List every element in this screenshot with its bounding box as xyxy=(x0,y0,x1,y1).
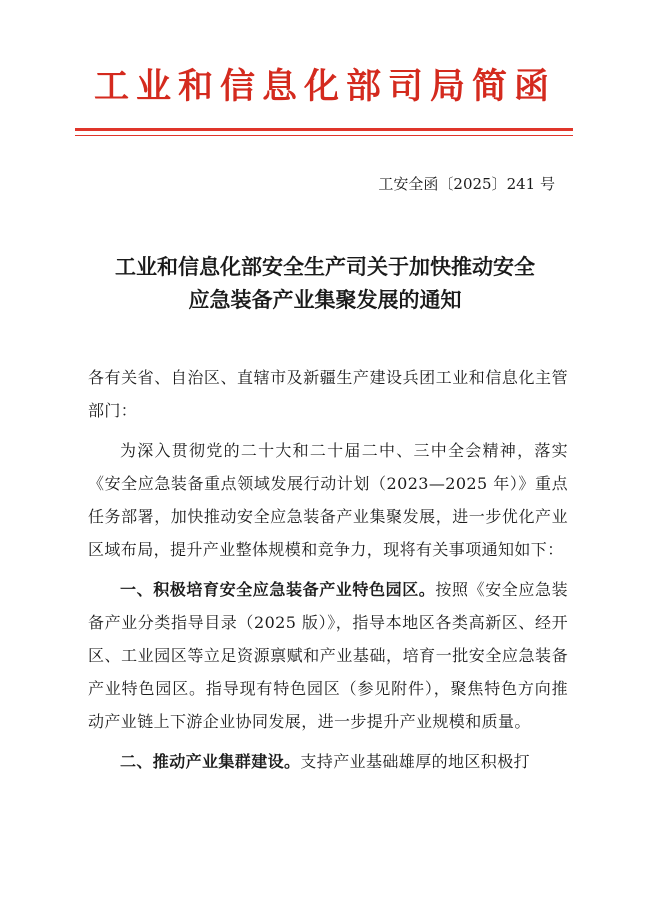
masthead-rule-thin xyxy=(75,135,573,136)
document-number: 工安全函〔2025〕241 号 xyxy=(378,175,555,193)
intro-paragraph: 为深入贯彻党的二十大和二十届二中、三中全会精神，落实《安全应急装备重点领域发展行动计划（2023—2025 年）》重点任务部署，加快推动安全应急装备产业集聚发展，进一步优化产业区域布局，提升产业整体规模和竞争力，现将有关事项通知如下： xyxy=(88,441,568,559)
addressee: 各有关省、自治区、直辖市及新疆生产建设兵团工业和信息化主管部门： xyxy=(88,368,568,420)
section-paragraph-2 xyxy=(88,745,568,778)
masthead-rule-thick xyxy=(75,128,573,131)
masthead-title: 工业和信息化部司局简函 xyxy=(93,66,556,107)
document-title xyxy=(60,250,590,316)
document-title-line-1: 工业和信息化部安全生产司关于加快推动安全 xyxy=(115,254,535,279)
document-title-line-2: 应急装备产业集聚发展的通知 xyxy=(188,287,462,312)
section-text-1: 按照《安全应急装备产业分类指导目录（2025 版）》，指导本地区各类高新区、经开区、工业园区等立足资源禀赋和产业基础，培育一批安全应急装备产业特色园区。指导现有特色园区（参见附件），聚焦特色方向推动产业链上下游企业协同发展，进一步提升产业规模和质量。 xyxy=(88,580,569,731)
section-heading-1: 一、积极培育安全应急装备产业特色园区。 xyxy=(120,580,436,599)
section-heading-2: 二、推动产业集群建设。 xyxy=(120,752,301,771)
section-paragraph-1 xyxy=(88,573,568,738)
section-text-2: 支持产业基础雄厚的地区积极打 xyxy=(300,752,531,771)
document-body xyxy=(88,361,568,785)
